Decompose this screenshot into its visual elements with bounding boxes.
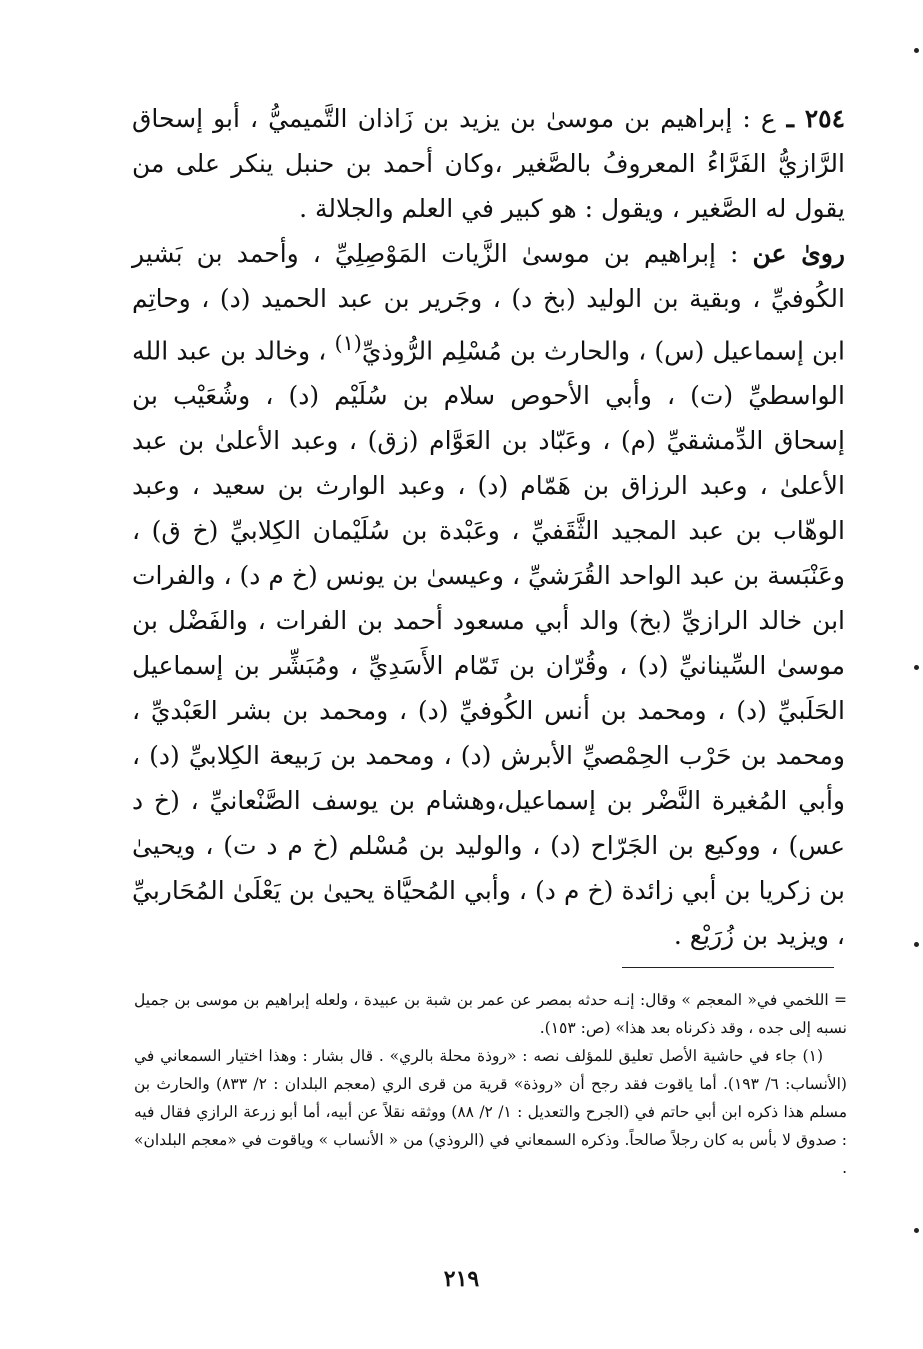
rawa-label: روىٰ عن bbox=[752, 239, 845, 268]
scan-edge-mark bbox=[914, 1228, 919, 1233]
page-number: ٢١٩ bbox=[443, 1266, 480, 1292]
narrators-text-continued: ، وخالد بن عبد الله الواسطيِّ (ت) ، وأبي الأحوص سلام بن سُلَيْم (د) ، وشُعَيْب بن إسحاق الدِّمشقيِّ (م) ، وعَبّاد بن العَوَّام (زق) ، وعبد الأعلىٰ بن عبد الأعلىٰ ، وعبد الرزاق بن هَمّام (د) ، وعبد الوارث بن سعيد ، وعبد الوهّاب بن عبد المجيد الثَّقَفيِّ ، وعَبْدة بن سُلَيْمان الكِلابيِّ (خ ق) ، وعَنْبَسة بن عبد الواحد القُرَشيِّ ، وعيسىٰ بن يونس (خ م د) ، والفرات ابن خالد الرازيِّ (بخ) والد أبي مسعود أحمد بن الفرات ، والفَضْل بن موسىٰ السِّينانيِّ (د) ، وقُرّان بن تَمّام الأَسَدِيِّ ، ومُبَشِّر بن إسماعيل الحَلَبيِّ (د) ، ومحمد بن أنس الكُوفيِّ (د) ، ومحمد بن بشر العَبْديِّ ، ومحمد بن حَرْب الحِمْصيِّ الأبرش (د) ، ومحمد بن رَبيعة الكِلابيِّ (د) ، وأبي المُغيرة النَّضْر بن إسماعيل،وهشام بن يوسف الصَّنْعانيِّ ، (خ د عس) ، ووكيع بن الجَرّاح (د) ، والوليد بن مُسْلم (خ م د ت) ، ويحيىٰ بن زكريا بن أبي زائدة (خ م د) ، وأبي المُحيَّاة يحيىٰ بن يَعْلَىٰ المُحَاربيِّ ، ويزيد بن زُرَيْع . bbox=[132, 336, 845, 951]
footnote-1: (١) جاء في حاشية الأصل تعليق للمؤلف نصه : «روذة محلة بالري» . قال بشار : وهذا اختيار السمعاني في (الأنساب: ٦/ ١٩٣). أما ياقوت فقد رجح أن «روذة» قرية من قرى الري (معجم البلدان : ٢/ ٨٣٣) والحارث بن مسلم هذا ذكره ابن أبي حاتم في (الجرح والتعديل : ١/ ٢/ ٨٨) ووثقه نقلاً عن أبيه، أما أبو زرعة الرازي فقال فيه : صدوق لا بأس به كان رجلاً صالحاً. وذكره السمعاني في (الروذي) من « الأنساب » وياقوت في «معجم البلدان» . bbox=[134, 1047, 847, 1177]
narrators-paragraph bbox=[132, 231, 845, 958]
entry-paragraph bbox=[132, 96, 845, 231]
entry-number: ٢٥٤ ـ bbox=[775, 104, 846, 133]
scan-edge-mark bbox=[914, 48, 919, 53]
main-text bbox=[132, 96, 845, 958]
scan-edge-mark bbox=[914, 942, 919, 947]
scan-edge-mark bbox=[914, 665, 919, 670]
narrators-text: : إبراهيم بن موسىٰ الزَّيات المَوْصِلِيِّ ، وأحمد بن بَشير الكُوفيِّ ، وبقية بن الوليد (بخ د) ، وجَرير بن عبد الحميد (د) ، وحاتِم ابن إسماعيل (س) ، والحارث بن مُسْلِم الرُّوذيِّ bbox=[132, 239, 845, 366]
footnote-separator bbox=[622, 967, 834, 968]
footnote-reference: (١) bbox=[334, 331, 362, 355]
footnotes bbox=[134, 986, 847, 1182]
footnote-continuation: = اللخمي في« المعجم » وقال: إنـه حدثه بمصر عن عمر بن شبة بن عبيدة ، ولعله إبراهيم بن موسى بن جميل نسبه إلى جده ، وقد ذكرناه بعد هذا» (ص: ١٥٣). bbox=[134, 991, 847, 1037]
entry-text: ع : إبراهيم بن موسىٰ بن يزيد بن زَاذان التَّميميُّ ، أبو إسحاق الرَّازيُّ الفَرَّاءُ المعروفُ بالصَّغير ،وكان أحمد بن حنبل ينكر على من يقول له الصَّغير ، ويقول : هو كبير في العلم والجلالة . bbox=[132, 104, 845, 223]
